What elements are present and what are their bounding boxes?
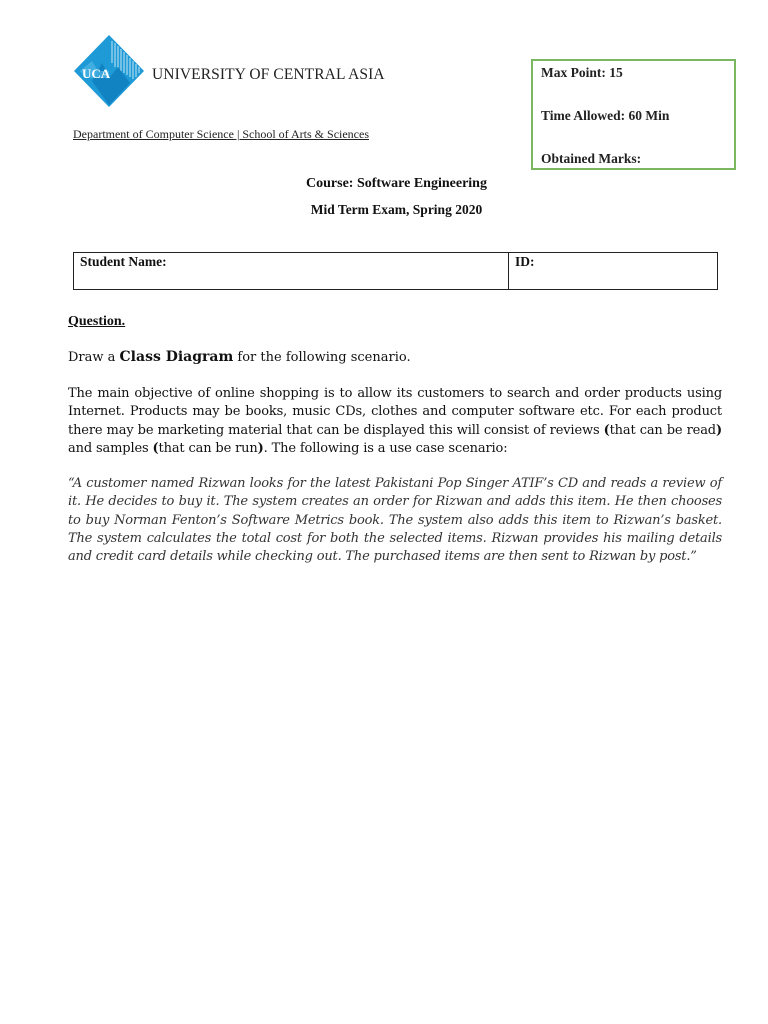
course-title: Course: Software Engineering xyxy=(306,176,487,191)
paragraph-bracket-open-1: ( xyxy=(603,422,610,438)
instruction-prefix: Draw a xyxy=(68,350,120,365)
paragraph-bracket-close-1: ) xyxy=(715,422,722,438)
table-divider xyxy=(508,253,509,289)
student-info-table xyxy=(73,252,718,290)
exam-title: Mid Term Exam, Spring 2020 xyxy=(310,202,483,217)
logo-text: UCA xyxy=(82,66,111,81)
paragraph-part-3: and samples xyxy=(68,440,153,456)
paragraph-bracket-close-2: ) xyxy=(257,440,264,456)
time-allowed: Time Allowed: 60 Min xyxy=(541,108,670,123)
paragraph-bracket-open-2: ( xyxy=(152,440,159,456)
question-instruction xyxy=(68,349,411,365)
instruction-suffix: for the following scenario. xyxy=(233,350,411,365)
university-logo xyxy=(72,33,146,109)
max-point: Max Point: 15 xyxy=(541,65,623,80)
paragraph-part-4: that can be run xyxy=(158,440,258,456)
paragraph-part-2: that can be read xyxy=(609,422,716,438)
question-paragraph xyxy=(68,385,722,458)
paragraph-part-5: . The following is a use case scenario: xyxy=(263,440,508,456)
use-case-scenario: “A customer named Rizwan looks for the latest Pakistani Pop Singer ATIF’s CD and reads a review of it. He decides to buy it. The system creates an order for Rizwan and adds this item. He then chooses to buy Norman Fenton’s Software Metrics book. The system also adds this item to Rizwan’s basket. The system calculates the total cost for both the selected items. Rizwan provides his mailing details and credit card details while checking out. The purchased items are then sent to Rizwan by post.” xyxy=(68,476,722,565)
student-name-label: Student Name: xyxy=(80,254,167,269)
paragraph-part-1: The main objective of online shopping is to allow its customers to search and order products using Internet. Products may be books, music CDs, clothes and computer software etc. For each product there may be marketing material that can be displayed this will consist of reviews xyxy=(68,386,722,438)
question-heading: Question. xyxy=(68,314,126,329)
uca-logo-icon xyxy=(72,33,146,109)
instruction-emphasis: Class Diagram xyxy=(119,349,234,365)
marks-box xyxy=(531,59,736,170)
university-name: UNIVERSITY OF CENTRAL ASIA xyxy=(152,66,385,83)
department-line: Department of Computer Science | School of Arts & Sciences xyxy=(73,127,369,141)
student-id-label: ID: xyxy=(515,254,535,269)
obtained-marks: Obtained Marks: xyxy=(541,151,642,166)
